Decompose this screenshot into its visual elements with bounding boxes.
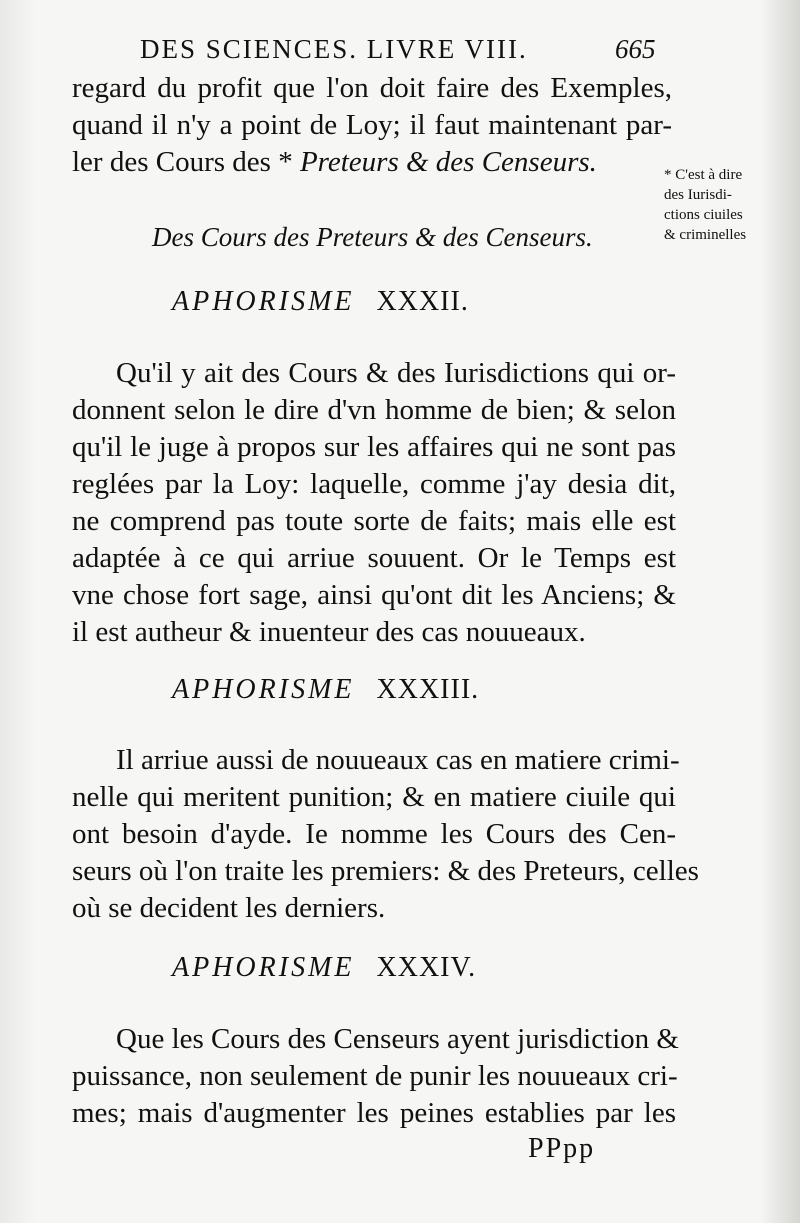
running-head: DES SCIENCES. LIVRE VIII. (140, 34, 528, 64)
text-line: Que les Cours des Censeurs ayent jurisdiction & (116, 1023, 679, 1055)
text-line (72, 144, 672, 181)
aphorism-number: XXXII. (376, 286, 469, 317)
text-span: ler des Cours des (72, 146, 271, 178)
text-line: donnent selon le dire d'vn homme de bien; & selon (72, 394, 676, 426)
section-subtitle: Des Cours des Preteurs & des Censeurs. (152, 222, 593, 252)
italic-text: Preteurs & des Censeurs. (299, 146, 597, 178)
text-line: vne chose fort sage, ainsi qu'ont dit les Anciens; & (72, 579, 676, 611)
text-line: quand il n'y a point de Loy; il faut maintenant par- (72, 109, 672, 141)
margin-note-line: & criminelles (664, 227, 747, 243)
footnote-asterisk: * (278, 146, 293, 178)
text-line: regard du profit que l'on doit faire des Exemples, (72, 72, 672, 104)
margin-note (664, 165, 796, 245)
intro-paragraph (72, 70, 672, 181)
text-line: Il arriue aussi de nouueaux cas en matiere crimi- (116, 744, 680, 776)
text-line: reglées par la Loy: laquelle, comme j'ay desia dit, (72, 468, 676, 500)
text-line: ont besoin d'ayde. Ie nomme les Cours des Cen- (72, 818, 676, 850)
text-line: adaptée à ce qui arriue souuent. Or le Temps est (72, 542, 676, 574)
text-line: qu'il le juge à propos sur les affaires qui ne sont pas (72, 431, 676, 463)
text-line: il est autheur & inuenteur des cas nouueaux. (72, 616, 586, 648)
aphorism-number: XXXIV. (376, 952, 477, 983)
text-line: puissance, non seulement de punir les nouueaux cri- (72, 1060, 678, 1092)
text-line: ne comprend pas toute sorte de faits; mais elle est (72, 505, 676, 537)
aphorism-paragraph (72, 355, 676, 651)
text-line: Qu'il y ait des Cours & des Iurisdictions qui or- (116, 357, 676, 389)
text-line: où se decident les derniers. (72, 892, 386, 924)
aphorism-heading (172, 674, 479, 706)
aphorism-paragraph (72, 742, 699, 927)
signature-mark: PPpp (528, 1133, 596, 1164)
text-line: seurs où l'on traite les premiers: & des Preteurs, celles (72, 855, 699, 887)
text-line: mes; mais d'augmenter les peines establies par les (72, 1097, 676, 1129)
aphorism-paragraph (72, 1021, 679, 1132)
page-left-edge-shadow (0, 0, 36, 1223)
margin-note-line: ctions ciuiles (664, 207, 743, 223)
text-line: nelle qui meritent punition; & en matiere ciuile qui (72, 781, 676, 813)
aphorism-heading-label: APHORISME (172, 674, 355, 705)
aphorism-heading-label: APHORISME (172, 286, 355, 317)
aphorism-heading (172, 952, 476, 984)
aphorism-number: XXXIII. (376, 674, 480, 705)
page-number: 665 (615, 34, 656, 64)
margin-note-line: des Iurisdi- (664, 187, 732, 203)
aphorism-heading (172, 286, 469, 318)
aphorism-heading-label: APHORISME (172, 952, 355, 983)
margin-note-line: * C'est à dire (664, 167, 743, 183)
